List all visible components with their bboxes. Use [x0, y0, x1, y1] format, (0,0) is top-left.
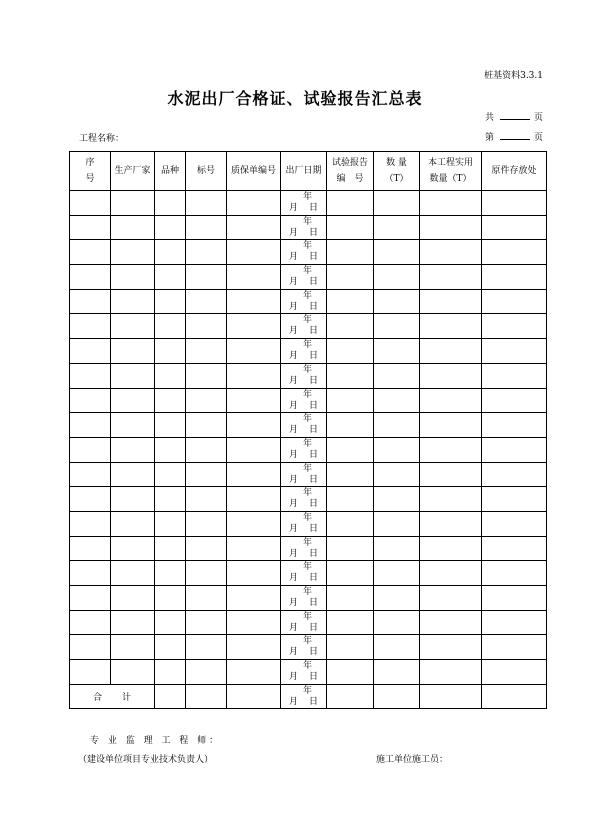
- cell-index[interactable]: [70, 586, 111, 611]
- table-row: [70, 660, 547, 685]
- col-header-original-location: 原件存放处: [482, 152, 547, 191]
- cell-test-report-no[interactable]: [327, 314, 374, 339]
- cell-original-location[interactable]: [482, 635, 547, 660]
- cell-manufacturer[interactable]: [111, 289, 155, 314]
- date-year-label: 年: [303, 488, 313, 499]
- cell-actual-quantity[interactable]: [420, 511, 482, 536]
- cell-factory-date[interactable]: [281, 511, 327, 536]
- cell-actual-quantity[interactable]: [420, 191, 482, 216]
- cell-test-report-no[interactable]: [327, 536, 374, 561]
- table-row: [70, 413, 547, 438]
- cell-test-report-no[interactable]: [327, 511, 374, 536]
- cell-variety[interactable]: [155, 215, 186, 240]
- cell-quantity[interactable]: [374, 511, 420, 536]
- col-header-manufacturer: 生产厂家: [111, 152, 155, 191]
- cell-actual-quantity[interactable]: [420, 363, 482, 388]
- cell-test-report-no[interactable]: [327, 215, 374, 240]
- page-total: [485, 110, 543, 123]
- col-header-grade: 标号: [186, 152, 227, 191]
- summary-table: [69, 151, 547, 709]
- cell-manufacturer[interactable]: [111, 561, 155, 586]
- cell-actual-quantity[interactable]: [420, 289, 482, 314]
- cell-original-location[interactable]: [482, 561, 547, 586]
- cell-grade[interactable]: [186, 191, 227, 216]
- date-month-day-label: 月 日: [289, 672, 319, 683]
- cell-manufacturer[interactable]: [111, 660, 155, 685]
- date-month-day-label: 月 日: [289, 227, 319, 238]
- date-year-label: 年: [303, 562, 313, 573]
- cell-actual-quantity[interactable]: [420, 462, 482, 487]
- cell-quantity[interactable]: [374, 561, 420, 586]
- cell-actual-quantity[interactable]: [420, 413, 482, 438]
- cell-test-report-no[interactable]: [327, 660, 374, 685]
- cell-grade[interactable]: [186, 215, 227, 240]
- date-year-label: 年: [303, 611, 313, 622]
- cell-warranty-no[interactable]: [227, 240, 281, 265]
- date-month-day-label: 月 日: [289, 523, 319, 534]
- col-header-variety: 品种: [155, 152, 186, 191]
- cell-manufacturer[interactable]: [111, 413, 155, 438]
- date-month-day-label: 月 日: [289, 375, 319, 386]
- cell-actual-quantity[interactable]: [420, 684, 482, 709]
- cell-index[interactable]: [70, 339, 111, 364]
- cell-manufacturer[interactable]: [111, 265, 155, 290]
- table-row: [70, 511, 547, 536]
- cell-variety[interactable]: [155, 487, 186, 512]
- cell-test-report-no[interactable]: [327, 413, 374, 438]
- cell-factory-date[interactable]: [281, 487, 327, 512]
- date-year-label: 年: [303, 241, 313, 252]
- table-header-row: [70, 152, 547, 191]
- cell-factory-date[interactable]: [281, 191, 327, 216]
- date-month-day-label: 月 日: [289, 449, 319, 460]
- cell-actual-quantity[interactable]: [420, 610, 482, 635]
- cell-original-location[interactable]: [482, 610, 547, 635]
- cell-quantity[interactable]: [374, 363, 420, 388]
- cell-warranty-no[interactable]: [227, 684, 281, 709]
- cell-factory-date[interactable]: [281, 265, 327, 290]
- cell-original-location[interactable]: [482, 314, 547, 339]
- date-month-day-label: 月 日: [289, 277, 319, 288]
- cell-quantity[interactable]: [374, 536, 420, 561]
- cell-grade[interactable]: [186, 635, 227, 660]
- col-header-actual-quantity: 本工程实用 数量（T）: [420, 152, 482, 191]
- cell-actual-quantity[interactable]: [420, 561, 482, 586]
- page-title: 水泥出厂合格证、试验报告汇总表: [167, 89, 423, 108]
- cell-manufacturer[interactable]: [111, 314, 155, 339]
- cell-warranty-no[interactable]: [227, 215, 281, 240]
- cell-variety[interactable]: [155, 462, 186, 487]
- cell-index[interactable]: [70, 388, 111, 413]
- cell-variety[interactable]: [155, 536, 186, 561]
- cell-grade[interactable]: [186, 610, 227, 635]
- cell-manufacturer[interactable]: [111, 240, 155, 265]
- date-month-day-label: 月 日: [289, 598, 319, 608]
- cell-original-location[interactable]: [482, 462, 547, 487]
- date-month-day-label: 月 日: [289, 647, 319, 658]
- cell-index[interactable]: [70, 413, 111, 438]
- cell-variety[interactable]: [155, 684, 186, 709]
- cell-original-location[interactable]: [482, 215, 547, 240]
- table-row: [70, 215, 547, 240]
- date-month-day-label: 月 日: [289, 301, 319, 312]
- date-year-label: 年: [303, 438, 313, 449]
- cell-grade[interactable]: [186, 388, 227, 413]
- table-row: [70, 240, 547, 265]
- cell-test-report-no[interactable]: [327, 462, 374, 487]
- date-month-day-label: 月 日: [289, 400, 319, 411]
- cell-index[interactable]: [70, 511, 111, 536]
- cell-index[interactable]: [70, 363, 111, 388]
- cell-warranty-no[interactable]: [227, 487, 281, 512]
- cell-original-location[interactable]: [482, 684, 547, 709]
- cell-factory-date[interactable]: [281, 635, 327, 660]
- date-month-day-label: 月 日: [289, 326, 319, 337]
- cell-warranty-no[interactable]: [227, 462, 281, 487]
- cell-factory-date[interactable]: [281, 240, 327, 265]
- cell-warranty-no[interactable]: [227, 511, 281, 536]
- cell-quantity[interactable]: [374, 586, 420, 611]
- cell-original-location[interactable]: [482, 240, 547, 265]
- cell-warranty-no[interactable]: [227, 660, 281, 685]
- cell-quantity[interactable]: [374, 487, 420, 512]
- cell-warranty-no[interactable]: [227, 561, 281, 586]
- cell-warranty-no[interactable]: [227, 339, 281, 364]
- cell-actual-quantity[interactable]: [420, 240, 482, 265]
- date-year-label: 年: [303, 192, 313, 202]
- cell-variety[interactable]: [155, 413, 186, 438]
- table-row: [70, 635, 547, 660]
- cell-grade[interactable]: [186, 536, 227, 561]
- cell-actual-quantity[interactable]: [420, 635, 482, 660]
- cell-quantity[interactable]: [374, 215, 420, 240]
- table-row: [70, 289, 547, 314]
- cell-factory-date[interactable]: [281, 363, 327, 388]
- cell-factory-date[interactable]: [281, 388, 327, 413]
- table-row: [70, 314, 547, 339]
- project-name-label: 工程名称：: [79, 134, 125, 144]
- date-year-label: 年: [303, 340, 313, 351]
- cell-test-report-no[interactable]: [327, 363, 374, 388]
- cell-grade[interactable]: [186, 660, 227, 685]
- document-code: 桩基资料3.3.1: [484, 71, 543, 81]
- cell-actual-quantity[interactable]: [420, 536, 482, 561]
- cell-variety[interactable]: [155, 191, 186, 216]
- table-row: [70, 437, 547, 462]
- cell-test-report-no[interactable]: [327, 339, 374, 364]
- date-year-label: 年: [303, 636, 313, 647]
- cell-manufacturer[interactable]: [111, 610, 155, 635]
- cell-quantity[interactable]: [374, 660, 420, 685]
- cell-original-location[interactable]: [482, 363, 547, 388]
- cell-original-location[interactable]: [482, 265, 547, 290]
- cell-grade[interactable]: [186, 339, 227, 364]
- cell-warranty-no[interactable]: [227, 265, 281, 290]
- cell-factory-date[interactable]: [281, 561, 327, 586]
- cell-actual-quantity[interactable]: [420, 388, 482, 413]
- cell-factory-date[interactable]: [281, 586, 327, 611]
- cell-variety[interactable]: [155, 511, 186, 536]
- page-total-blank[interactable]: [500, 110, 530, 120]
- cell-index[interactable]: [70, 462, 111, 487]
- cell-index[interactable]: [70, 215, 111, 240]
- cell-index[interactable]: [70, 314, 111, 339]
- cell-index[interactable]: [70, 660, 111, 685]
- cell-index[interactable]: [70, 561, 111, 586]
- page-current-blank[interactable]: [500, 130, 530, 140]
- date-month-day-label: 月 日: [289, 696, 319, 707]
- cell-quantity[interactable]: [374, 191, 420, 216]
- cell-original-location[interactable]: [482, 437, 547, 462]
- cell-original-location[interactable]: [482, 660, 547, 685]
- cell-test-report-no[interactable]: [327, 635, 374, 660]
- cell-manufacturer[interactable]: [111, 437, 155, 462]
- date-month-day-label: 月 日: [289, 203, 319, 213]
- date-year-label: 年: [303, 216, 313, 227]
- cell-grade[interactable]: [186, 462, 227, 487]
- cell-grade[interactable]: [186, 586, 227, 611]
- table-row: [70, 191, 547, 216]
- date-month-day-label: 月 日: [289, 351, 319, 362]
- page-current-suffix: 页: [533, 133, 543, 143]
- cell-original-location[interactable]: [482, 191, 547, 216]
- date-year-label: 年: [303, 463, 313, 474]
- cell-quantity[interactable]: [374, 635, 420, 660]
- date-month-day-label: 月 日: [289, 573, 319, 584]
- date-month-day-label: 月 日: [289, 499, 319, 510]
- table-row: [70, 536, 547, 561]
- cell-test-report-no[interactable]: [327, 191, 374, 216]
- date-month-day-label: 月 日: [289, 425, 319, 436]
- cell-actual-quantity[interactable]: [420, 265, 482, 290]
- date-year-label: 年: [303, 414, 313, 425]
- cell-variety[interactable]: [155, 339, 186, 364]
- cell-variety[interactable]: [155, 314, 186, 339]
- cell-manufacturer[interactable]: [111, 388, 155, 413]
- cell-warranty-no[interactable]: [227, 289, 281, 314]
- cell-test-report-no[interactable]: [327, 487, 374, 512]
- cell-factory-date[interactable]: [281, 462, 327, 487]
- table-row: [70, 561, 547, 586]
- cell-variety[interactable]: [155, 660, 186, 685]
- cell-test-report-no[interactable]: [327, 586, 374, 611]
- cell-grade[interactable]: [186, 363, 227, 388]
- cell-variety[interactable]: [155, 437, 186, 462]
- cell-grade[interactable]: [186, 511, 227, 536]
- cell-variety[interactable]: [155, 265, 186, 290]
- date-year-label: 年: [303, 315, 313, 326]
- cell-index[interactable]: [70, 437, 111, 462]
- cell-factory-date[interactable]: [281, 215, 327, 240]
- cell-quantity[interactable]: [374, 413, 420, 438]
- cell-factory-date[interactable]: [281, 660, 327, 685]
- cell-grade[interactable]: [186, 413, 227, 438]
- cell-manufacturer[interactable]: [111, 487, 155, 512]
- cell-actual-quantity[interactable]: [420, 586, 482, 611]
- cell-test-report-no[interactable]: [327, 388, 374, 413]
- cell-manufacturer[interactable]: [111, 586, 155, 611]
- cell-manufacturer[interactable]: [111, 363, 155, 388]
- cell-test-report-no[interactable]: [327, 265, 374, 290]
- cell-warranty-no[interactable]: [227, 363, 281, 388]
- cell-variety[interactable]: [155, 388, 186, 413]
- cell-grade[interactable]: [186, 561, 227, 586]
- col-header-quantity: 数 量 （T）: [374, 152, 420, 191]
- cell-manufacturer[interactable]: [111, 462, 155, 487]
- cell-original-location[interactable]: [482, 536, 547, 561]
- cell-factory-date[interactable]: [281, 314, 327, 339]
- table-body: [70, 191, 547, 709]
- table-row: [70, 487, 547, 512]
- owner-note-label: （建设单位项目专业技术负责人）: [78, 755, 214, 765]
- cell-variety[interactable]: [155, 363, 186, 388]
- supervisor-signature-label: 专 业 监 理 工 程 师：: [90, 736, 222, 746]
- cell-quantity[interactable]: [374, 388, 420, 413]
- date-month-day-label: 月 日: [289, 622, 319, 633]
- cell-test-report-no[interactable]: [327, 610, 374, 635]
- total-label: 合 计: [70, 684, 155, 709]
- date-year-label: 年: [303, 290, 313, 301]
- date-year-label: 年: [303, 364, 313, 375]
- cell-actual-quantity[interactable]: [420, 487, 482, 512]
- cell-test-report-no[interactable]: [327, 240, 374, 265]
- cell-quantity[interactable]: [374, 265, 420, 290]
- cell-quantity[interactable]: [374, 684, 420, 709]
- cell-actual-quantity[interactable]: [420, 339, 482, 364]
- cell-index[interactable]: [70, 289, 111, 314]
- cell-grade[interactable]: [186, 289, 227, 314]
- cell-warranty-no[interactable]: [227, 191, 281, 216]
- cell-manufacturer[interactable]: [111, 339, 155, 364]
- date-year-label: 年: [303, 512, 313, 523]
- cell-warranty-no[interactable]: [227, 413, 281, 438]
- cell-index[interactable]: [70, 487, 111, 512]
- cell-actual-quantity[interactable]: [420, 660, 482, 685]
- cell-actual-quantity[interactable]: [420, 314, 482, 339]
- cell-manufacturer[interactable]: [111, 511, 155, 536]
- col-header-test-report-no: 试验报告 编 号: [327, 152, 374, 191]
- page-current: [485, 130, 543, 143]
- cell-quantity[interactable]: [374, 339, 420, 364]
- cell-grade[interactable]: [186, 265, 227, 290]
- cell-grade[interactable]: [186, 240, 227, 265]
- page-total-suffix: 页: [533, 113, 543, 123]
- cell-index[interactable]: [70, 265, 111, 290]
- cell-manufacturer[interactable]: [111, 536, 155, 561]
- cell-warranty-no[interactable]: [227, 314, 281, 339]
- cell-index[interactable]: [70, 191, 111, 216]
- total-row: [70, 684, 547, 709]
- table-row: [70, 462, 547, 487]
- cell-original-location[interactable]: [482, 511, 547, 536]
- date-month-day-label: 月 日: [289, 548, 319, 559]
- cell-factory-date[interactable]: [281, 610, 327, 635]
- cell-original-location[interactable]: [482, 289, 547, 314]
- col-header-warranty-no: 质保单编号: [227, 152, 281, 191]
- cell-warranty-no[interactable]: [227, 388, 281, 413]
- cell-quantity[interactable]: [374, 240, 420, 265]
- cell-variety[interactable]: [155, 635, 186, 660]
- cell-factory-date[interactable]: [281, 413, 327, 438]
- cell-index[interactable]: [70, 635, 111, 660]
- cell-factory-date[interactable]: [281, 339, 327, 364]
- cell-index[interactable]: [70, 240, 111, 265]
- cell-warranty-no[interactable]: [227, 635, 281, 660]
- cell-quantity[interactable]: [374, 314, 420, 339]
- cell-warranty-no[interactable]: [227, 586, 281, 611]
- date-month-day-label: 月 日: [289, 474, 319, 485]
- table-row: [70, 363, 547, 388]
- date-month-day-label: 月 日: [289, 252, 319, 263]
- cell-test-report-no[interactable]: [327, 437, 374, 462]
- cell-test-report-no[interactable]: [327, 561, 374, 586]
- cell-quantity[interactable]: [374, 462, 420, 487]
- cell-grade[interactable]: [186, 437, 227, 462]
- cell-test-report-no[interactable]: [327, 289, 374, 314]
- cell-factory-date[interactable]: [281, 536, 327, 561]
- page-current-prefix: 第: [484, 133, 494, 143]
- cell-original-location[interactable]: [482, 339, 547, 364]
- cell-manufacturer[interactable]: [111, 215, 155, 240]
- table-row: [70, 339, 547, 364]
- cell-variety[interactable]: [155, 586, 186, 611]
- col-header-index: 序 号: [70, 152, 111, 191]
- cell-grade[interactable]: [186, 487, 227, 512]
- cell-manufacturer[interactable]: [111, 191, 155, 216]
- date-year-label: 年: [303, 266, 313, 277]
- cell-factory-date[interactable]: [281, 684, 327, 709]
- cell-factory-date[interactable]: [281, 289, 327, 314]
- cell-warranty-no[interactable]: [227, 536, 281, 561]
- cell-variety[interactable]: [155, 289, 186, 314]
- page-total-prefix: 共: [484, 113, 494, 123]
- date-year-label: 年: [303, 537, 313, 548]
- table-row: [70, 265, 547, 290]
- table-row: [70, 388, 547, 413]
- table-row: [70, 586, 547, 611]
- cell-original-location[interactable]: [482, 586, 547, 611]
- cell-original-location[interactable]: [482, 487, 547, 512]
- cell-variety[interactable]: [155, 240, 186, 265]
- cell-original-location[interactable]: [482, 413, 547, 438]
- cell-variety[interactable]: [155, 561, 186, 586]
- cell-actual-quantity[interactable]: [420, 437, 482, 462]
- cell-grade[interactable]: [186, 684, 227, 709]
- constructor-signature-label: 施工单位施工员：: [376, 755, 449, 765]
- cell-quantity[interactable]: [374, 437, 420, 462]
- cell-index[interactable]: [70, 610, 111, 635]
- col-header-factory-date: 出厂日期: [281, 152, 327, 191]
- date-year-label: 年: [303, 661, 313, 672]
- cell-warranty-no[interactable]: [227, 437, 281, 462]
- date-year-label: 年: [303, 389, 313, 400]
- date-year-label: 年: [303, 685, 313, 696]
- cell-grade[interactable]: [186, 314, 227, 339]
- cell-original-location[interactable]: [482, 388, 547, 413]
- cell-factory-date[interactable]: [281, 437, 327, 462]
- cell-variety[interactable]: [155, 610, 186, 635]
- cell-actual-quantity[interactable]: [420, 215, 482, 240]
- cell-test-report-no[interactable]: [327, 684, 374, 709]
- cell-quantity[interactable]: [374, 289, 420, 314]
- date-year-label: 年: [303, 587, 313, 597]
- cell-manufacturer[interactable]: [111, 635, 155, 660]
- table-row: [70, 610, 547, 635]
- cell-index[interactable]: [70, 536, 111, 561]
- cell-quantity[interactable]: [374, 610, 420, 635]
- cell-warranty-no[interactable]: [227, 610, 281, 635]
